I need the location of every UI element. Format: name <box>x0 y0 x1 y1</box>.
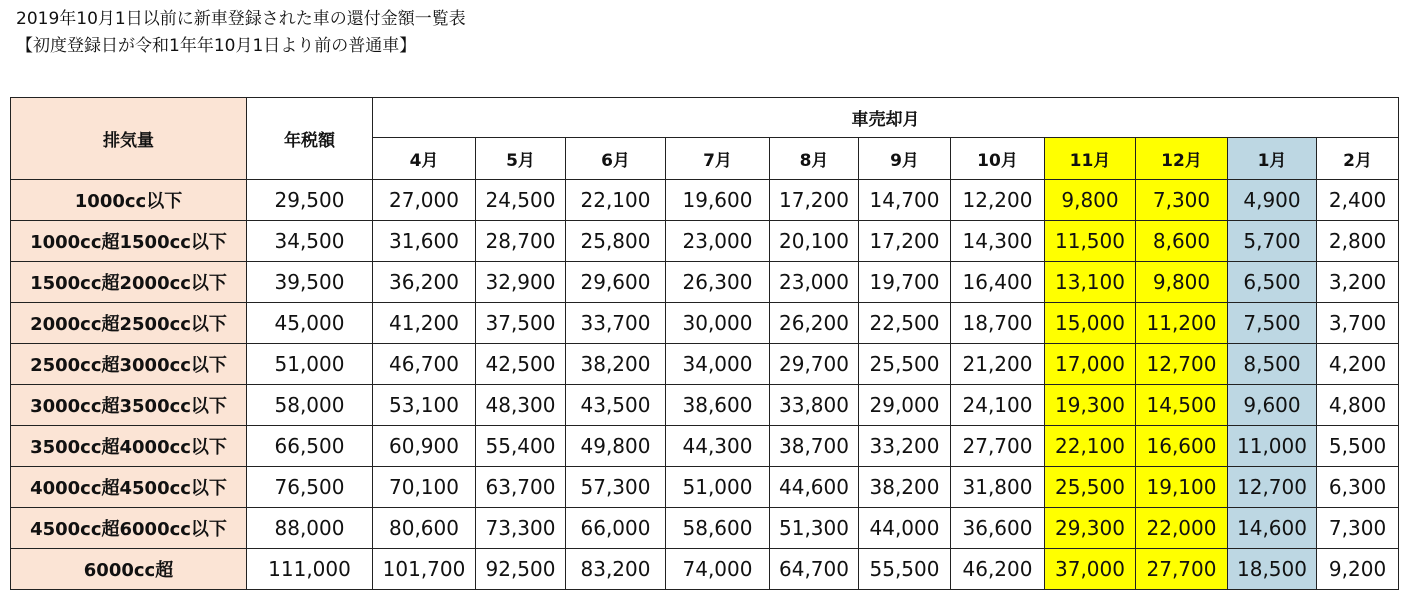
row-label: 4500cc超6000cc以下 <box>11 508 247 549</box>
refund-cell: 14,600 <box>1228 508 1317 549</box>
refund-cell: 19,700 <box>859 262 951 303</box>
refund-cell: 23,000 <box>770 262 859 303</box>
refund-cell: 29,700 <box>770 344 859 385</box>
refund-cell: 24,500 <box>476 180 566 221</box>
refund-cell: 46,700 <box>373 344 476 385</box>
refund-cell: 70,100 <box>373 467 476 508</box>
refund-cell: 44,000 <box>859 508 951 549</box>
refund-cell: 5,700 <box>1228 221 1317 262</box>
table-row <box>11 549 1399 590</box>
refund-cell: 36,200 <box>373 262 476 303</box>
refund-cell: 22,500 <box>859 303 951 344</box>
row-label: 1000cc以下 <box>11 180 247 221</box>
refund-cell: 3,200 <box>1317 262 1399 303</box>
refund-cell: 8,600 <box>1136 221 1228 262</box>
refund-cell: 43,500 <box>566 385 666 426</box>
table-row <box>11 344 1399 385</box>
refund-cell: 33,200 <box>859 426 951 467</box>
refund-cell: 29,300 <box>1045 508 1136 549</box>
refund-cell: 11,000 <box>1228 426 1317 467</box>
refund-cell: 8,500 <box>1228 344 1317 385</box>
refund-cell: 55,400 <box>476 426 566 467</box>
refund-cell: 63,700 <box>476 467 566 508</box>
refund-cell: 20,100 <box>770 221 859 262</box>
refund-cell: 22,000 <box>1136 508 1228 549</box>
refund-cell: 2,800 <box>1317 221 1399 262</box>
refund-cell: 18,500 <box>1228 549 1317 590</box>
refund-cell: 12,700 <box>1228 467 1317 508</box>
refund-cell: 2,400 <box>1317 180 1399 221</box>
refund-cell: 27,700 <box>1136 549 1228 590</box>
refund-cell: 11,500 <box>1045 221 1136 262</box>
header-month: 5月 <box>476 138 566 180</box>
refund-cell: 19,100 <box>1136 467 1228 508</box>
refund-cell: 12,200 <box>951 180 1045 221</box>
row-label: 2000cc超2500cc以下 <box>11 303 247 344</box>
header-month: 4月 <box>373 138 476 180</box>
refund-cell: 30,000 <box>666 303 770 344</box>
refund-cell: 83,200 <box>566 549 666 590</box>
refund-cell: 38,200 <box>859 467 951 508</box>
refund-cell: 25,500 <box>1045 467 1136 508</box>
refund-cell: 37,000 <box>1045 549 1136 590</box>
refund-cell: 25,800 <box>566 221 666 262</box>
table-row <box>11 385 1399 426</box>
refund-cell: 48,300 <box>476 385 566 426</box>
refund-cell: 44,300 <box>666 426 770 467</box>
header-displacement: 排気量 <box>11 98 247 180</box>
annual-tax-cell: 88,000 <box>247 508 373 549</box>
refund-cell: 33,800 <box>770 385 859 426</box>
refund-cell: 51,300 <box>770 508 859 549</box>
row-label: 4000cc超4500cc以下 <box>11 467 247 508</box>
refund-cell: 66,000 <box>566 508 666 549</box>
refund-cell: 24,100 <box>951 385 1045 426</box>
page-title: 2019年10月1日以前に新車登録された車の還付金額一覧表 <box>16 9 466 29</box>
refund-cell: 42,500 <box>476 344 566 385</box>
refund-cell: 31,600 <box>373 221 476 262</box>
refund-cell: 18,700 <box>951 303 1045 344</box>
refund-cell: 14,300 <box>951 221 1045 262</box>
refund-cell: 55,500 <box>859 549 951 590</box>
refund-cell: 26,200 <box>770 303 859 344</box>
header-month: 6月 <box>566 138 666 180</box>
refund-cell: 22,100 <box>566 180 666 221</box>
refund-cell: 73,300 <box>476 508 566 549</box>
refund-cell: 16,400 <box>951 262 1045 303</box>
refund-cell: 7,300 <box>1136 180 1228 221</box>
table-row <box>11 467 1399 508</box>
refund-cell: 16,600 <box>1136 426 1228 467</box>
refund-cell: 13,100 <box>1045 262 1136 303</box>
refund-cell: 25,500 <box>859 344 951 385</box>
refund-cell: 19,300 <box>1045 385 1136 426</box>
refund-cell: 38,200 <box>566 344 666 385</box>
refund-cell: 26,300 <box>666 262 770 303</box>
header-month: 9月 <box>859 138 951 180</box>
annual-tax-cell: 111,000 <box>247 549 373 590</box>
refund-cell: 19,600 <box>666 180 770 221</box>
row-label: 3500cc超4000cc以下 <box>11 426 247 467</box>
refund-cell: 21,200 <box>951 344 1045 385</box>
refund-cell: 92,500 <box>476 549 566 590</box>
refund-cell: 27,000 <box>373 180 476 221</box>
refund-cell: 44,600 <box>770 467 859 508</box>
table-row <box>11 303 1399 344</box>
refund-cell: 28,700 <box>476 221 566 262</box>
annual-tax-cell: 58,000 <box>247 385 373 426</box>
refund-cell: 4,800 <box>1317 385 1399 426</box>
refund-cell: 22,100 <box>1045 426 1136 467</box>
header-sale-month: 車売却月 <box>373 98 1399 138</box>
table-row <box>11 180 1399 221</box>
annual-tax-cell: 39,500 <box>247 262 373 303</box>
annual-tax-cell: 76,500 <box>247 467 373 508</box>
page-subtitle: 【初度登録日が令和1年年10月1日より前の普通車】 <box>16 36 417 56</box>
refund-cell: 6,300 <box>1317 467 1399 508</box>
refund-cell: 7,500 <box>1228 303 1317 344</box>
refund-cell: 15,000 <box>1045 303 1136 344</box>
refund-cell: 51,000 <box>666 467 770 508</box>
refund-cell: 27,700 <box>951 426 1045 467</box>
refund-cell: 38,600 <box>666 385 770 426</box>
refund-cell: 74,000 <box>666 549 770 590</box>
refund-cell: 17,200 <box>770 180 859 221</box>
table-row <box>11 262 1399 303</box>
refund-cell: 7,300 <box>1317 508 1399 549</box>
refund-cell: 9,200 <box>1317 549 1399 590</box>
header-annual-tax: 年税額 <box>247 98 373 180</box>
refund-cell: 17,200 <box>859 221 951 262</box>
annual-tax-cell: 66,500 <box>247 426 373 467</box>
refund-cell: 5,500 <box>1317 426 1399 467</box>
refund-cell: 6,500 <box>1228 262 1317 303</box>
refund-cell: 64,700 <box>770 549 859 590</box>
header-month: 7月 <box>666 138 770 180</box>
header-month: 10月 <box>951 138 1045 180</box>
refund-cell: 41,200 <box>373 303 476 344</box>
refund-cell: 29,000 <box>859 385 951 426</box>
refund-cell: 80,600 <box>373 508 476 549</box>
refund-cell: 33,700 <box>566 303 666 344</box>
refund-cell: 38,700 <box>770 426 859 467</box>
annual-tax-cell: 45,000 <box>247 303 373 344</box>
refund-cell: 14,700 <box>859 180 951 221</box>
row-label: 6000cc超 <box>11 549 247 590</box>
header-month: 8月 <box>770 138 859 180</box>
table-row <box>11 221 1399 262</box>
refund-cell: 17,000 <box>1045 344 1136 385</box>
refund-cell: 57,300 <box>566 467 666 508</box>
table-row <box>11 508 1399 549</box>
refund-cell: 32,900 <box>476 262 566 303</box>
refund-cell: 53,100 <box>373 385 476 426</box>
row-label: 2500cc超3000cc以下 <box>11 344 247 385</box>
refund-cell: 23,000 <box>666 221 770 262</box>
annual-tax-cell: 29,500 <box>247 180 373 221</box>
title-block <box>16 6 466 60</box>
header-month: 11月 <box>1045 138 1136 180</box>
refund-cell: 60,900 <box>373 426 476 467</box>
refund-cell: 29,600 <box>566 262 666 303</box>
refund-cell: 101,700 <box>373 549 476 590</box>
header-month: 1月 <box>1228 138 1317 180</box>
header-month: 12月 <box>1136 138 1228 180</box>
refund-cell: 31,800 <box>951 467 1045 508</box>
refund-cell: 34,000 <box>666 344 770 385</box>
table-row <box>11 426 1399 467</box>
refund-cell: 9,800 <box>1045 180 1136 221</box>
refund-cell: 37,500 <box>476 303 566 344</box>
header-month: 2月 <box>1317 138 1399 180</box>
refund-cell: 46,200 <box>951 549 1045 590</box>
refund-cell: 11,200 <box>1136 303 1228 344</box>
refund-cell: 9,600 <box>1228 385 1317 426</box>
row-label: 1000cc超1500cc以下 <box>11 221 247 262</box>
annual-tax-cell: 34,500 <box>247 221 373 262</box>
refund-cell: 12,700 <box>1136 344 1228 385</box>
refund-table <box>10 97 1399 590</box>
refund-cell: 58,600 <box>666 508 770 549</box>
refund-cell: 14,500 <box>1136 385 1228 426</box>
annual-tax-cell: 51,000 <box>247 344 373 385</box>
refund-cell: 36,600 <box>951 508 1045 549</box>
row-label: 3000cc超3500cc以下 <box>11 385 247 426</box>
row-label: 1500cc超2000cc以下 <box>11 262 247 303</box>
refund-cell: 49,800 <box>566 426 666 467</box>
refund-cell: 4,200 <box>1317 344 1399 385</box>
refund-cell: 4,900 <box>1228 180 1317 221</box>
refund-cell: 3,700 <box>1317 303 1399 344</box>
refund-cell: 9,800 <box>1136 262 1228 303</box>
